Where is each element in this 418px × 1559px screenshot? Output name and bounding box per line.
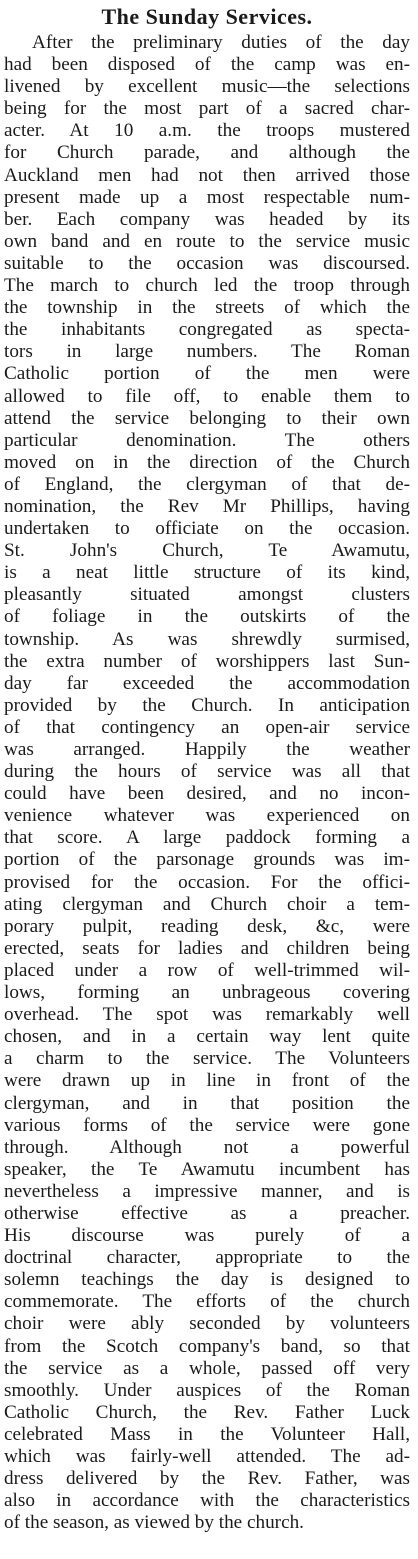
article-line: from the Scotch company's band, so that [4, 1335, 410, 1357]
article-line: a charm to the service. The Volunteers [4, 1048, 410, 1070]
article-line: had been disposed of the camp was en- [4, 54, 410, 76]
article-line: of that contingency an open-air service [4, 716, 410, 738]
article-line: overhead. The spot was remarkably well [4, 1004, 410, 1026]
article-line: Catholic Church, the Rev. Father Luck [4, 1401, 410, 1423]
article-line: of England, the clergyman of that de- [4, 473, 410, 495]
article-line: could have been desired, and no incon- [4, 783, 410, 805]
article-line: day far exceeded the accommodation [4, 672, 410, 694]
article-line: were drawn up in line in front of the [4, 1070, 410, 1092]
article-line: of foliage in the outskirts of the [4, 606, 410, 628]
article-line: undertaken to officiate on the occasion. [4, 518, 410, 540]
article-line: acter. At 10 a.m. the troops mustered [4, 120, 410, 142]
article-line: the township in the streets of which the [4, 297, 410, 319]
article-line: commemorate. The efforts of the church [4, 1291, 410, 1313]
article-line: celebrated Mass in the Volunteer Hall, [4, 1423, 410, 1445]
article-line: venience whatever was experienced on [4, 805, 410, 827]
article-line: erected, seats for ladies and children being [4, 937, 410, 959]
article-line: solemn teachings the day is designed to [4, 1269, 410, 1291]
article-line: clergyman, and in that position the [4, 1092, 410, 1114]
article-body [4, 32, 410, 1534]
article-line: particular denomination. The others [4, 429, 410, 451]
article-headline: The Sunday Services. [101, 4, 313, 29]
article-line: porary pulpit, reading desk, &c, were [4, 915, 410, 937]
article-line: pleasantly situated amongst clusters [4, 584, 410, 606]
article-line: allowed to file off, to enable them to [4, 385, 410, 407]
article-line: choir were ably seconded by volunteers [4, 1313, 410, 1335]
article-line: smoothly. Under auspices of the Roman [4, 1379, 410, 1401]
article-line: township. As was shrewdly surmised, [4, 628, 410, 650]
article-line: otherwise effective as a preacher. [4, 1202, 410, 1224]
article-line: dress delivered by the Rev. Father, was [4, 1468, 410, 1490]
article-line: nomination, the Rev Mr Phillips, having [4, 495, 410, 517]
article-line: various forms of the service were gone [4, 1114, 410, 1136]
article-line: that score. A large paddock forming a [4, 827, 410, 849]
article-line: St. John's Church, Te Awamutu, [4, 540, 410, 562]
article-line: livened by excellent music—the selections [4, 76, 410, 98]
article-line: chosen, and in a certain way lent quite [4, 1026, 410, 1048]
article-line: of the season, as viewed by the church. [4, 1512, 304, 1534]
article-line: After the preliminary duties of the day [32, 32, 410, 53]
article-line: attend the service belonging to their own [4, 407, 410, 429]
article-line: also in accordance with the characteristics [4, 1490, 410, 1512]
article-line: lows, forming an unbrageous covering [4, 982, 410, 1004]
article-line: ber. Each company was headed by its [4, 208, 410, 230]
article-line: The march to church led the troop through [4, 275, 410, 297]
article-line: Catholic portion of the men were [4, 363, 410, 385]
article-line: provised for the occasion. For the offici- [4, 871, 410, 893]
article-line: tors in large numbers. The Roman [4, 341, 410, 363]
article-line: present made up a most respectable num- [4, 186, 410, 208]
article-line: through. Although not a powerful [4, 1136, 410, 1158]
article-line: placed under a row of well-trimmed wil- [4, 959, 410, 981]
article-line: is a neat little structure of its kind, [4, 562, 410, 584]
article-line: provided by the Church. In anticipation [4, 694, 410, 716]
article-line: being for the most part of a sacred char- [4, 98, 410, 120]
article-line: nevertheless a impressive manner, and is [4, 1180, 410, 1202]
article-line: the extra number of worshippers last Sun- [4, 650, 410, 672]
article-line: moved on in the direction of the Church [4, 451, 410, 473]
article-line: speaker, the Te Awamutu incumbent has [4, 1158, 410, 1180]
article-line: the inhabitants congregated as specta- [4, 319, 410, 341]
article-line: Auckland men had not then arrived those [4, 164, 410, 186]
article-line: His discourse was purely of a [4, 1225, 410, 1247]
article-line: which was fairly-well attended. The ad- [4, 1446, 410, 1467]
article-line: the service as a whole, passed off very [4, 1357, 410, 1379]
article-line: doctrinal character, appropriate to the [4, 1247, 410, 1269]
article-line: was arranged. Happily the weather [4, 739, 410, 760]
article-line: portion of the parsonage grounds was im- [4, 849, 410, 871]
article-line: own band and en route to the service music [4, 230, 410, 252]
article-line: ating clergyman and Church choir a tem- [4, 893, 410, 915]
article-line: for Church parade, and although the [4, 142, 410, 164]
article-line: suitable to the occasion was discoursed. [4, 252, 410, 274]
article-line: during the hours of service was all that [4, 761, 410, 783]
